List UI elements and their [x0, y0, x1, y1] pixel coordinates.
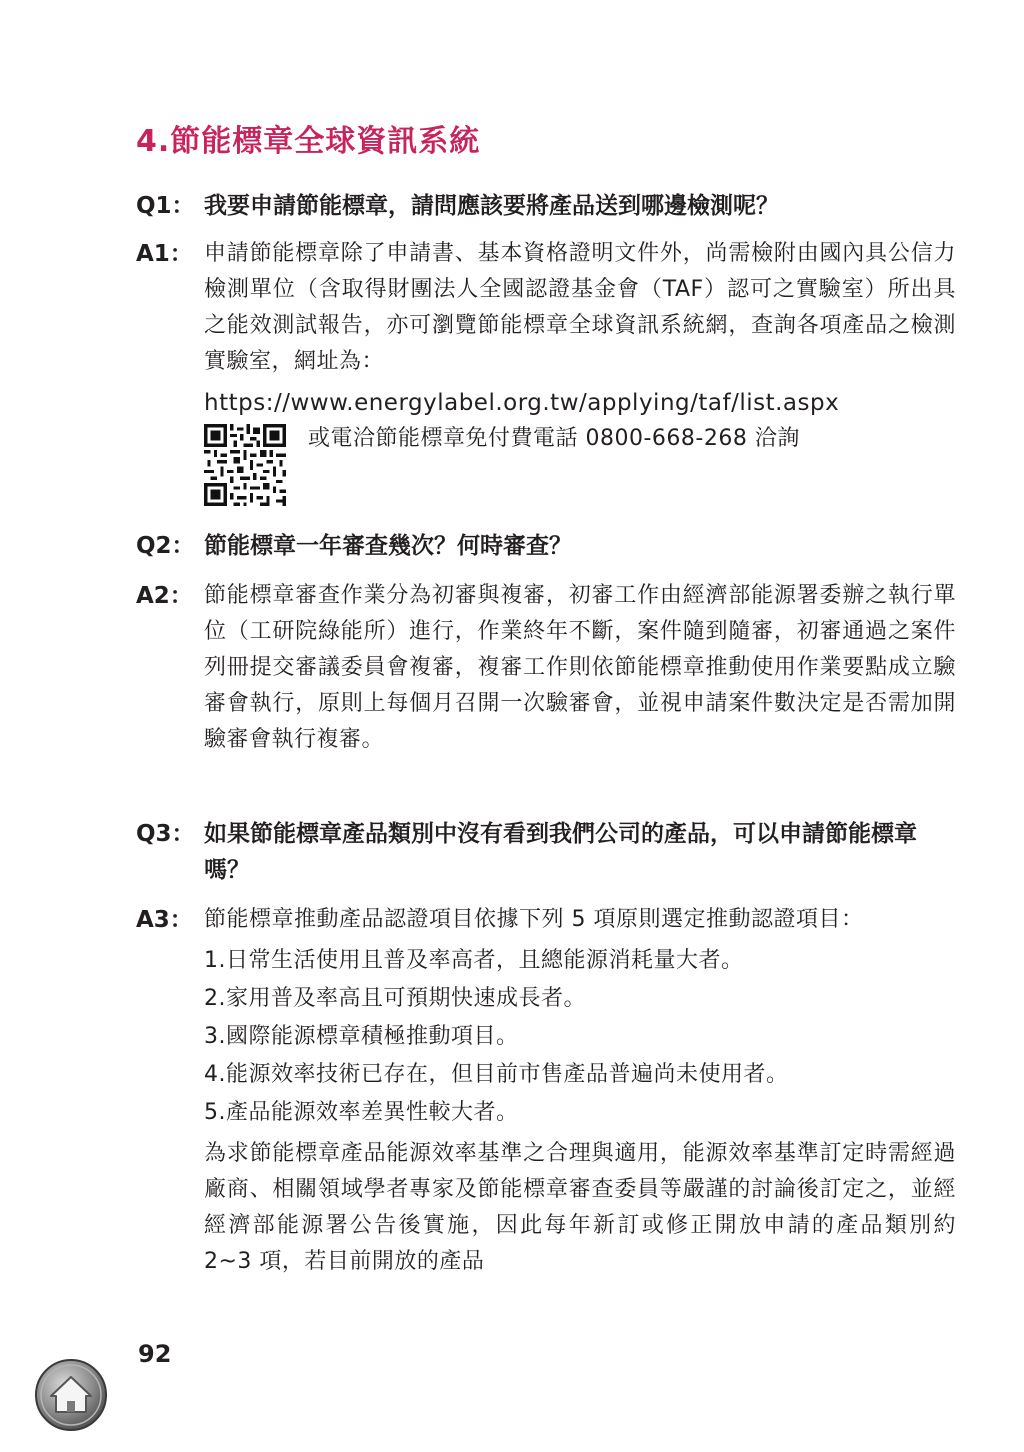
answer-3-intro: 節能標章推動產品認證項目依據下列 5 項原則選定推動認證項目：	[204, 907, 864, 932]
principle-item-3: 3.國際能源標章積極推動項目。	[204, 1024, 519, 1049]
home-icon[interactable]	[34, 1358, 108, 1432]
answer-2	[136, 578, 956, 758]
answer-1-contact	[204, 424, 956, 506]
answer-1	[136, 236, 956, 506]
page-number: 92	[138, 1340, 172, 1368]
principle-item-2: 2.家用普及率高且可預期快速成長者。	[204, 986, 586, 1011]
answer-1-label: A1：	[136, 241, 193, 267]
qa-1	[136, 188, 956, 506]
answer-2-label: A2：	[136, 583, 193, 609]
answer-3-body	[204, 902, 956, 1280]
question-3	[136, 816, 956, 888]
principle-item-5: 5.產品能源效率差異性較大者。	[204, 1100, 519, 1125]
answer-1-text: 申請節能標章除了申請書、基本資格證明文件外，尚需檢附由國內具公信力檢測單位（含取得財團法人全國認證基金會（TAF）認可之實驗室）所出具之能效測試報告，亦可瀏覽節能標章全球資訊系統網，查詢各項產品之檢測實驗室，網址為：	[204, 241, 956, 374]
answer-3-label: A3：	[136, 907, 193, 933]
question-3-text: 如果節能標章產品類別中沒有看到我們公司的產品，可以申請節能標章嗎？	[204, 821, 917, 883]
question-1-label: Q1：	[136, 193, 195, 219]
question-2	[136, 528, 956, 564]
answer-2-text: 節能標章審查作業分為初審與複審，初審工作由經濟部能源署委辦之執行單位（工研院綠能所）進行，作業終年不斷，案件隨到隨審，初審通過之案件列冊提交審議委員會複審，複審工作則依節能標章推動使用作業要點成立驗審會執行，原則上每個月召開一次驗審會，並視申請案件數決定是否需加開驗審會執行複審。	[204, 583, 956, 752]
question-1-text: 我要申請節能標章，請問應該要將產品送到哪邊檢測呢？	[204, 193, 779, 219]
answer-1-url[interactable]: https://www.energylabel.org.tw/applying/taf/list.aspx	[204, 390, 840, 416]
question-2-label: Q2：	[136, 533, 195, 559]
principle-item-4: 4.能源效率技術已存在，但目前市售產品普遍尚未使用者。	[204, 1062, 789, 1087]
qa-2	[136, 528, 956, 758]
question-1	[136, 188, 956, 224]
qa-3	[136, 816, 956, 1280]
answer-3-closing: 為求節能標章產品能源效率基準之合理與適用，能源效率基準訂定時需經過廠商、相關領域學者專家及節能標章審查委員等嚴謹的討論後訂定之，並經經濟部能源署公告後實施，因此每年新訂或修正開放申請的產品類別約 2~3 項，若目前開放的產品	[204, 1141, 956, 1274]
section-title: 4.節能標章全球資訊系統	[136, 124, 481, 159]
answer-3	[136, 902, 956, 1280]
question-3-label: Q3：	[136, 821, 195, 847]
answer-1-body	[204, 236, 956, 506]
question-2-text: 節能標章一年審查幾次？何時審查？	[204, 533, 572, 559]
answer-1-phone: 或電洽節能標章免付費電話 0800-668-268 洽詢	[308, 426, 800, 451]
principle-item-1: 1.日常生活使用且普及率高者，且總能源消耗量大者。	[204, 948, 744, 973]
qr-code-icon[interactable]	[204, 424, 286, 506]
